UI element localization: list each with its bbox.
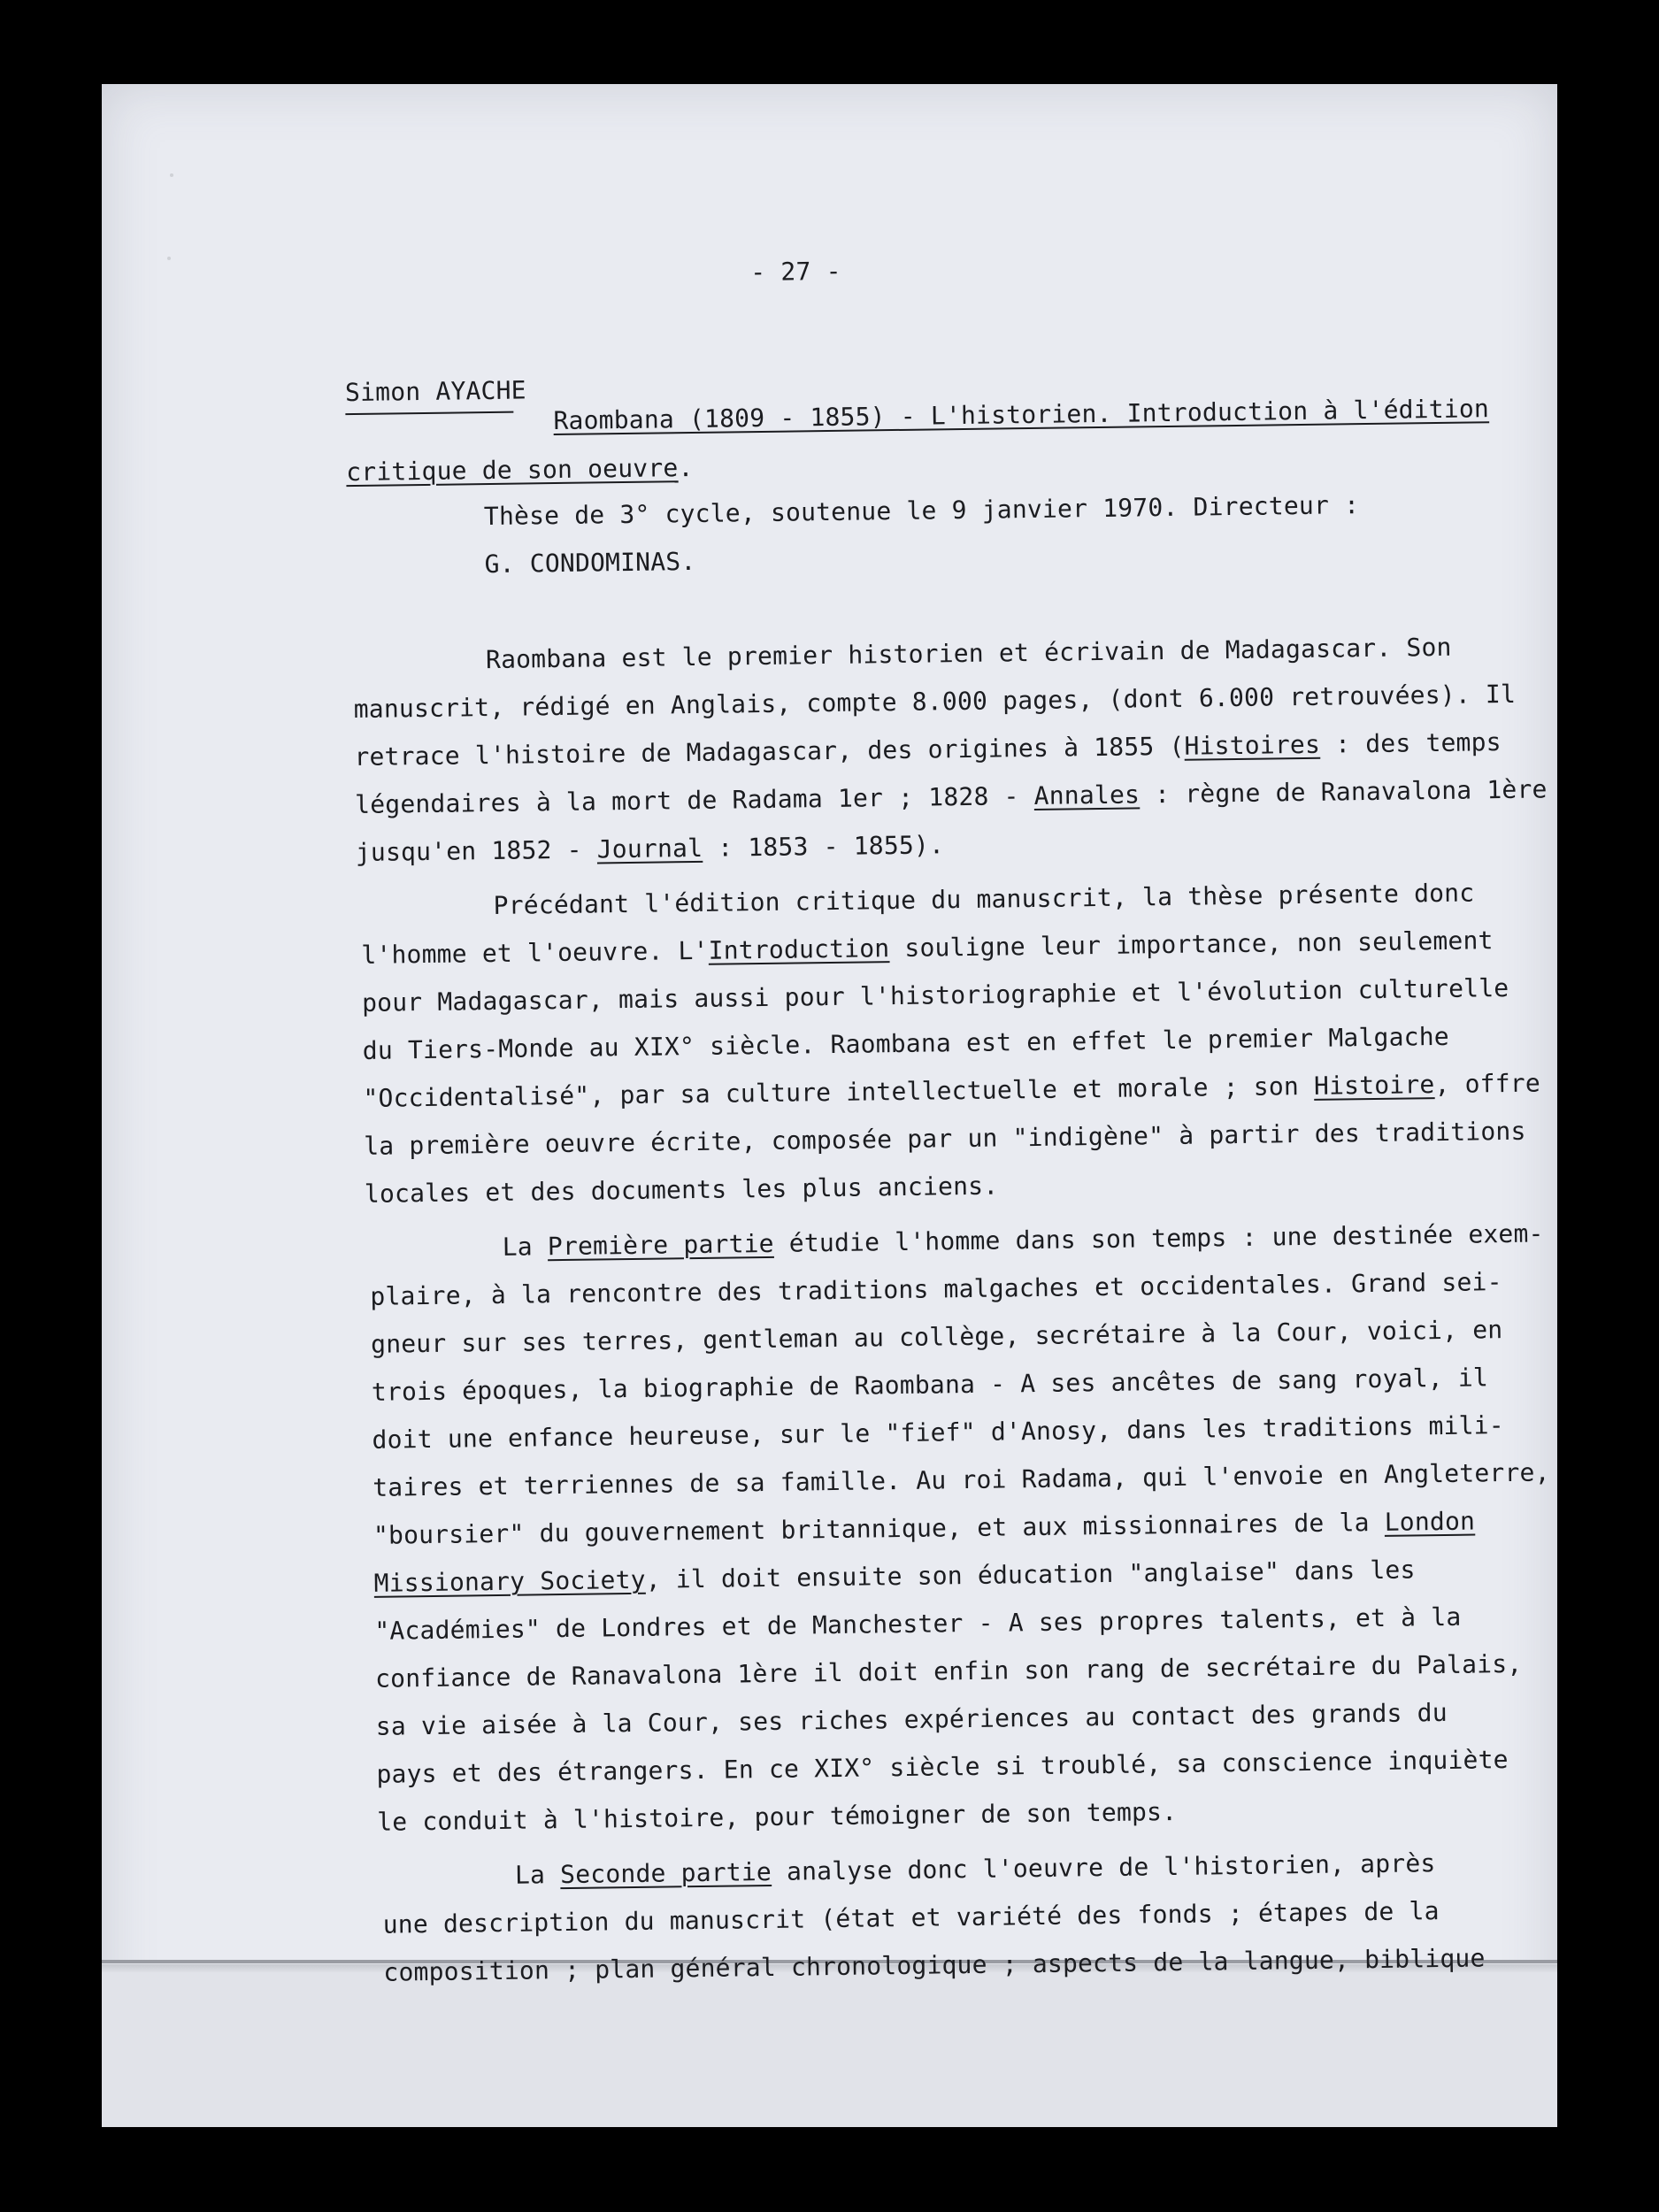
author-name: Simon AYACHE bbox=[344, 375, 526, 408]
paragraph-2-line: l'homme et l'oeuvre. L'Introduction souligne leur importance, non seulement bbox=[361, 926, 1494, 970]
thesis-info-line-1: Thèse de 3° cycle, soutenue le 9 janvier 1970. Directeur : bbox=[483, 490, 1360, 532]
paragraph-1-line: légendaires à la mort de Radama 1er ; 1828 - Annales : règne de Ranavalona 1ère bbox=[354, 774, 1548, 820]
thesis-info-line-2: G. CONDOMINAS. bbox=[484, 546, 696, 580]
paragraph-3-line: plaire, à la rencontre des traditions malgaches et occidentales. Grand sei- bbox=[370, 1267, 1502, 1311]
paragraph-4-line: La Seconde partie analyse donc l'oeuvre de l'historien, après bbox=[514, 1848, 1436, 1890]
paragraph-2-line: Précédant l'édition critique du manuscrit, la thèse présente donc bbox=[493, 878, 1475, 920]
paragraph-2-line: "Occidentalisé", par sa culture intellectuelle et morale ; son Histoire, offre bbox=[363, 1068, 1541, 1113]
paragraph-3-line: La Première partie étudie l'homme dans son temps : une destinée exem- bbox=[502, 1218, 1544, 1262]
paragraph-1-line: manuscrit, rédigé en Anglais, compte 8.000 pages, (dont 6.000 retrouvées). Il bbox=[353, 679, 1517, 725]
thesis-title-line-1: Raombana (1809 - 1855) - L'historien. Introduction à l'édition bbox=[553, 394, 1490, 436]
paragraph-1-line: Raombana est le premier historien et écrivain de Madagascar. Son bbox=[485, 632, 1452, 675]
paragraph-2-line: locales et des documents les plus anciens. bbox=[364, 1171, 999, 1209]
paragraph-1-line: jusqu'en 1852 - Journal : 1853 - 1855). bbox=[355, 830, 945, 868]
thesis-title-line-2: critique de son oeuvre. bbox=[346, 452, 694, 488]
paragraph-2-line: du Tiers-Monde au XIX° siècle. Raombana est en effet le premier Malgache bbox=[362, 1021, 1450, 1065]
paragraph-3-line: confiance de Ranavalona 1ère il doit enfin son rang de secrétaire du Palais, bbox=[374, 1648, 1523, 1694]
paragraph-3-line: "boursier" du gouvernement britannique, et aux missionnaires de la London bbox=[373, 1506, 1476, 1550]
paragraph-1-line: retrace l'histoire de Madagascar, des origines à 1855 (Histoires : des temps bbox=[354, 727, 1502, 772]
paragraph-2-line: pour Madagascar, mais aussi pour l'historiographie et l'évolution culturelle bbox=[361, 972, 1509, 1018]
paragraph-3-line: sa vie aisée à la Cour, ses riches expériences au contact des grands du bbox=[375, 1697, 1448, 1741]
paragraph-3-line: le conduit à l'histoire, pour témoigner de son temps. bbox=[376, 1796, 1178, 1837]
paragraph-3-line: Missionary Society, il doit ensuite son éducation "anglaise" dans les bbox=[373, 1555, 1416, 1598]
paragraph-3-line: "Académies" de Londres et de Manchester - A ses propres talents, et à la bbox=[374, 1601, 1462, 1646]
page-number: - 27 - bbox=[750, 256, 841, 288]
paragraph-3-line: pays et des étrangers. En ce XIX° siècle si troublé, sa conscience inquiète bbox=[376, 1745, 1509, 1789]
paragraph-3-line: gneur sur ses terres, gentleman au collège, secrétaire à la Cour, voici, en bbox=[370, 1315, 1503, 1359]
paragraph-4-line: une description du manuscrit (état et variété des fonds ; étapes de la bbox=[382, 1896, 1440, 1939]
paragraph-4-line: composition ; plan général chronologique ; aspects de la langue, biblique bbox=[383, 1943, 1486, 1987]
paragraph-3-line: taires et terriennes de sa famille. Au roi Radama, qui l'envoie en Angleterre, bbox=[373, 1457, 1550, 1502]
author-rule bbox=[345, 411, 513, 415]
paragraph-2-line: la première oeuvre écrite, composée par un "indigène" à partir des traditions bbox=[363, 1116, 1526, 1161]
paragraph-3-line: trois époques, la biographie de Raombana - A ses ancêtes de sang royal, il bbox=[371, 1363, 1489, 1407]
paragraph-3-line: doit une enfance heureuse, sur le "fief" d'Anosy, dans les traditions mili- bbox=[372, 1410, 1504, 1455]
